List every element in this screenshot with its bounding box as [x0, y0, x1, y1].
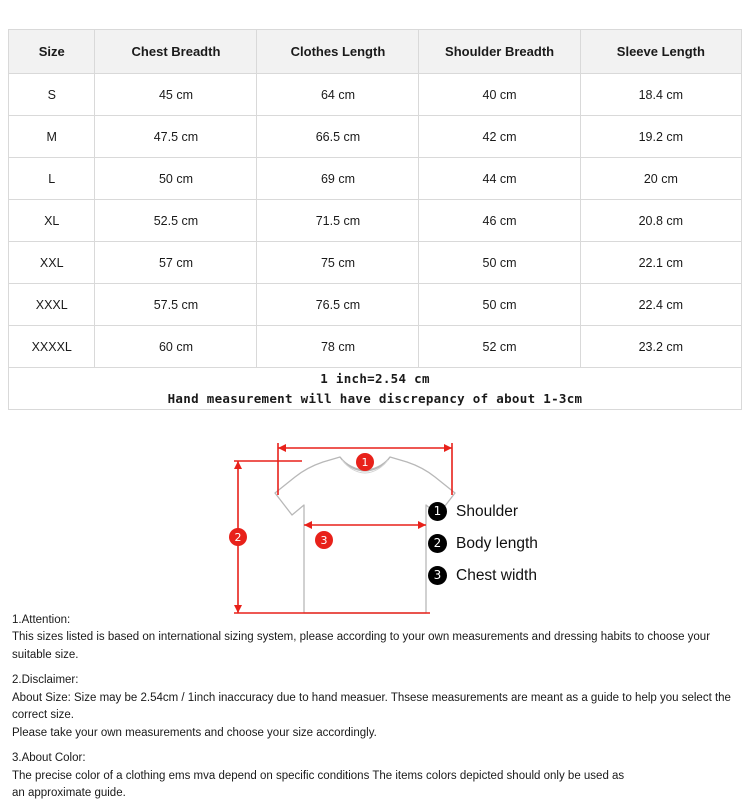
cell-chest-breadth: 52.5 cm — [95, 200, 257, 242]
cell-clothes-length: 78 cm — [257, 326, 419, 368]
inch-conversion-note: 1 inch=2.54 cm — [320, 371, 430, 387]
cell-clothes-length: 75 cm — [257, 242, 419, 284]
cell-sleeve-length: 20.8 cm — [580, 200, 741, 242]
about-color-title: 3.About Color: — [12, 752, 86, 765]
legend-label-chest-width: Chest width — [456, 566, 537, 584]
table-row — [9, 116, 742, 158]
cell-size: S — [9, 74, 95, 116]
legend-item-chest-width — [428, 566, 628, 585]
attention-body: This sizes listed is based on international sizing system, please according to your own measurements and dressing habits to choose your suitable size. — [12, 631, 711, 661]
cell-clothes-length: 71.5 cm — [257, 200, 419, 242]
cell-chest-breadth: 50 cm — [95, 158, 257, 200]
column-header-clothes-length: Clothes Length — [257, 30, 419, 74]
size-table-container — [8, 29, 742, 410]
cell-sleeve-length: 18.4 cm — [580, 74, 741, 116]
about-color-line1: The precise color of a clothing ems mva depend on specific conditions The items colors depicted should only be used as — [12, 769, 625, 782]
cell-chest-breadth: 57.5 cm — [95, 284, 257, 326]
disclaimer-title: 2.Disclaimer: — [12, 674, 79, 687]
table-footer-row — [9, 368, 742, 410]
table-row — [9, 200, 742, 242]
table-row — [9, 284, 742, 326]
cell-clothes-length: 69 cm — [257, 158, 419, 200]
hand-measurement-note: Hand measurement will have discrepancy of about 1-3cm — [167, 390, 583, 406]
cell-size: XXXL — [9, 284, 95, 326]
cell-chest-breadth: 60 cm — [95, 326, 257, 368]
attention-title: 1.Attention: — [12, 614, 71, 626]
cell-chest-breadth: 57 cm — [95, 242, 257, 284]
cell-chest-breadth: 45 cm — [95, 74, 257, 116]
cell-shoulder-breadth: 50 cm — [419, 242, 580, 284]
cell-size: XXXXL — [9, 326, 95, 368]
cell-clothes-length: 66.5 cm — [257, 116, 419, 158]
cell-size: XXL — [9, 242, 95, 284]
cell-sleeve-length: 22.1 cm — [580, 242, 741, 284]
column-header-shoulder-breadth: Shoulder Breadth — [419, 30, 580, 74]
cell-shoulder-breadth: 44 cm — [419, 158, 580, 200]
arrow-right-shoulder — [444, 444, 452, 452]
legend-marker-2-icon: 2 — [428, 534, 447, 553]
column-header-size: Size — [9, 30, 95, 74]
legend-item-body-length — [428, 534, 628, 553]
diagram-legend — [428, 502, 628, 598]
cell-size: M — [9, 116, 95, 158]
table-row — [9, 326, 742, 368]
legend-marker-1-icon: 1 — [428, 502, 447, 521]
cell-shoulder-breadth: 40 cm — [419, 74, 580, 116]
cell-chest-breadth: 47.5 cm — [95, 116, 257, 158]
cell-sleeve-length: 19.2 cm — [580, 116, 741, 158]
about-color-line2: an approximate guide. — [12, 787, 126, 800]
table-row — [9, 74, 742, 116]
column-header-chest-breadth: Chest Breadth — [95, 30, 257, 74]
marker-2-label: 2 — [234, 531, 242, 544]
disclaimer-body-line1: About Size: Size may be 2.54cm / 1inch inaccuracy due to hand measuer. Thsese measurements are meant as a guide to help you select the correct size. — [12, 691, 731, 722]
marker-3-label: 3 — [320, 534, 328, 547]
disclaimer-body-line2: Please take your own measurements and choose your size accordingly. — [12, 726, 377, 739]
footer-notes — [12, 612, 738, 803]
marker-1-label: 1 — [361, 456, 369, 469]
legend-item-shoulder — [428, 502, 628, 521]
cell-shoulder-breadth: 52 cm — [419, 326, 580, 368]
column-header-sleeve-length: Sleeve Length — [580, 30, 741, 74]
table-header-row — [9, 30, 742, 74]
cell-size: L — [9, 158, 95, 200]
legend-label-body-length: Body length — [456, 534, 538, 552]
cell-clothes-length: 76.5 cm — [257, 284, 419, 326]
cell-sleeve-length: 22.4 cm — [580, 284, 741, 326]
cell-clothes-length: 64 cm — [257, 74, 419, 116]
cell-shoulder-breadth: 46 cm — [419, 200, 580, 242]
cell-size: XL — [9, 200, 95, 242]
table-row — [9, 158, 742, 200]
cell-sleeve-length: 23.2 cm — [580, 326, 741, 368]
size-table — [8, 29, 742, 410]
arrow-left-shoulder — [278, 444, 286, 452]
arrow-top-body-length — [234, 461, 242, 469]
table-row — [9, 242, 742, 284]
legend-label-shoulder: Shoulder — [456, 502, 519, 520]
cell-shoulder-breadth: 42 cm — [419, 116, 580, 158]
cell-shoulder-breadth: 50 cm — [419, 284, 580, 326]
legend-marker-3-icon: 3 — [428, 566, 447, 585]
measurement-note — [9, 368, 742, 410]
cell-sleeve-length: 20 cm — [580, 158, 741, 200]
